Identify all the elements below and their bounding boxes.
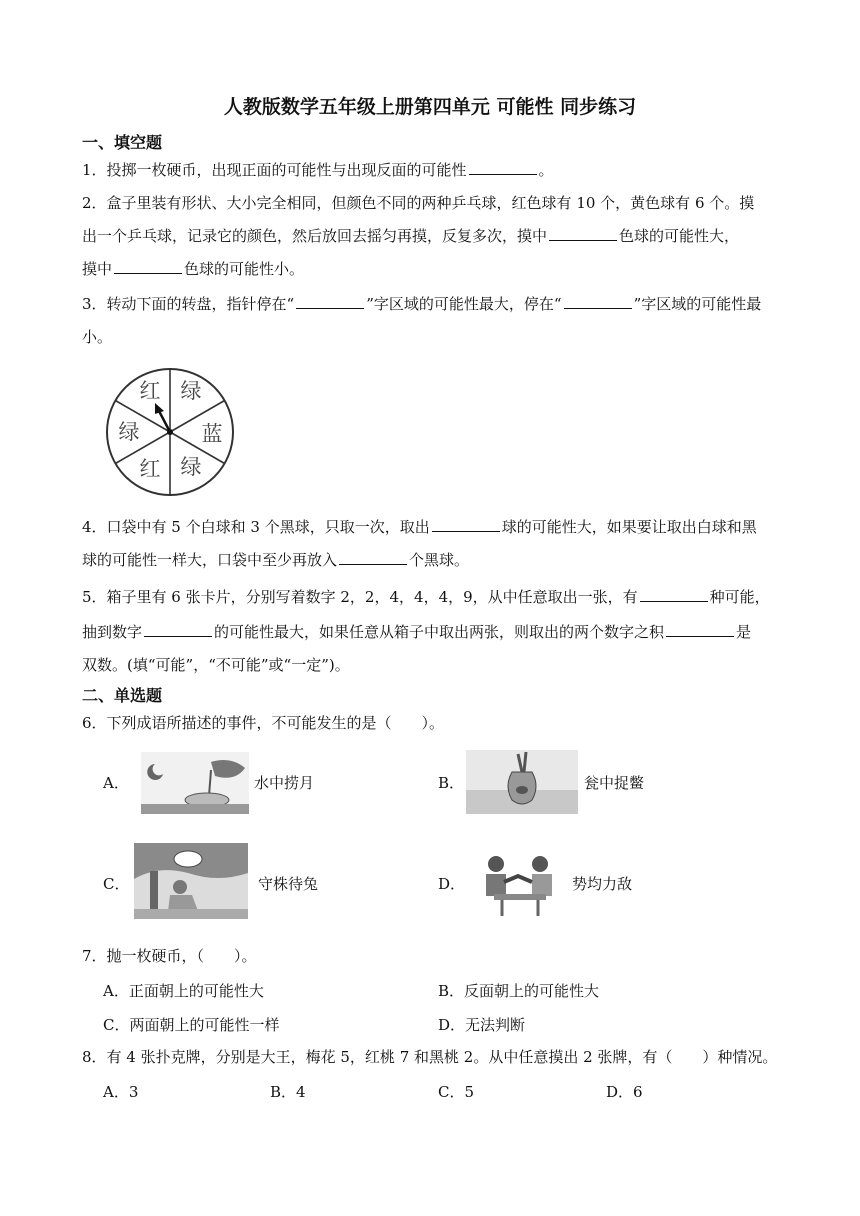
option-letter: C． [438,1083,465,1101]
answer-blank[interactable] [666,622,734,637]
option-text: 无法判断 [465,1016,526,1034]
answer-blank[interactable] [640,587,708,602]
question-7-stem: 7．抛一枚硬币，（ ）。 [82,947,257,965]
q2-text: 色球的可能性小。 [184,260,305,278]
q5-text: 是 [736,623,752,641]
q6-option-d[interactable] [438,873,465,894]
option-letter: C． [103,1016,130,1034]
option-text: 6 [633,1083,643,1101]
q6-option-b[interactable] [438,772,464,793]
option-text: 5 [464,1083,475,1101]
sector-label: 绿 [118,420,140,444]
jar-turtle-illustration [466,750,578,814]
q8-option-b[interactable] [270,1081,306,1102]
q3-text: ”字区域的可能性最 [633,295,762,313]
question-3-line-1 [82,294,761,314]
q8-option-d[interactable] [606,1081,643,1102]
option-text: 正面朝上的可能性大 [128,982,264,1000]
sector-label: 红 [139,457,161,481]
section-choice-heading: 二、单选题 [82,686,163,705]
q8-option-c[interactable] [438,1081,474,1102]
q6-option-c-text: 守株待兔 [258,875,319,893]
q3-text: 3．转动下面的转盘，指针停在“ [82,295,295,313]
sector-label: 绿 [180,455,202,479]
option-text: 3 [128,1083,139,1101]
q2-text: 摸中 [82,260,113,278]
question-5-line-1 [82,587,770,607]
answer-blank[interactable] [144,622,212,637]
option-letter: A． [103,982,129,1000]
option-text: 两面朝上的可能性一样 [129,1016,280,1034]
question-1 [82,160,554,180]
q6-option-b-text: 瓮中捉鳖 [584,774,645,792]
q7-option-d[interactable] [438,1014,525,1035]
q4-text: 球的可能性一样大，口袋中至少再放入 [82,551,338,569]
question-2-line-2 [82,226,739,246]
q5-text: 5．箱子里有 6 张卡片，分别写着数字 2，2，4，4，4，9，从中任意取出一张，有 [82,588,638,606]
q5-text: 种可能， [709,588,770,606]
q6-option-c[interactable] [103,873,129,894]
sector-label: 红 [139,379,161,403]
option-letter: D． [438,875,466,893]
answer-blank[interactable] [339,550,407,565]
option-letter: B． [438,982,465,1000]
answer-blank[interactable] [549,226,617,241]
sector-label: 蓝 [201,422,223,446]
tree-rabbit-illustration [134,843,248,919]
q6-option-a-text: 水中捞月 [254,774,315,792]
q8-option-a[interactable] [103,1081,138,1102]
q4-text: 个黑球。 [409,551,470,569]
sector-label: 绿 [180,379,202,403]
question-3-line-2: 小。 [82,328,113,346]
question-6-stem: 6．下列成语所描述的事件，不可能发生的是（ ）。 [82,714,445,732]
tree-trunk-icon [150,871,158,911]
q7-option-b[interactable] [438,980,599,1001]
option-letter: D． [438,1016,466,1034]
question-2-line-3 [82,259,304,279]
option-text: 反面朝上的可能性大 [464,982,600,1000]
answer-blank[interactable] [469,160,537,175]
q7-option-a[interactable] [103,980,264,1001]
person-icon [532,856,548,872]
option-letter: A． [103,774,129,792]
question-5-line-3: 双数。(填“可能”，“不可能”或“一定”)。 [82,656,350,674]
spinner-diagram [104,366,236,498]
question-4-line-1 [82,517,757,537]
option-letter: B． [438,774,465,792]
q2-text: 色球的可能性大， [619,227,740,245]
option-letter: C． [103,875,130,893]
answer-blank[interactable] [564,294,632,309]
question-4-line-2 [82,550,469,570]
answer-blank[interactable] [296,294,364,309]
page-title: 人教版数学五年级上册第四单元 可能性 同步练习 [223,96,637,118]
option-letter: D． [606,1083,634,1101]
answer-blank[interactable] [114,259,182,274]
q2-text: 出一个乒乓球，记录它的颜色，然后放回去摇匀再摸，反复多次，摸中 [82,227,548,245]
q5-text: 的可能性最大，如果任意从箱子中取出两张，则取出的两个数字之积 [214,623,665,641]
arm-wrestling-illustration [474,850,566,916]
person-icon [488,856,504,872]
q6-option-a[interactable] [103,772,129,793]
q5-text: 抽到数字 [82,623,143,641]
question-2-line-1: 2．盒子里装有形状、大小完全相同，但颜色不同的两种乒乓球，红色球有 10 个，黄色球有 6 个。摸 [82,194,755,212]
q7-option-c[interactable] [103,1014,280,1035]
q6-option-d-text: 势均力敌 [572,875,633,893]
q1-text: 1．投掷一枚硬币，出现正面的可能性与出现反面的可能性 [82,161,467,179]
option-letter: B． [270,1083,297,1101]
q1-text-end: 。 [538,161,554,179]
q4-text: 4．口袋中有 5 个白球和 3 个黑球，只取一次，取出 [82,518,430,536]
moon-water-illustration [141,752,249,814]
question-5-line-2 [82,622,751,642]
option-letter: A． [103,1083,129,1101]
q4-text: 球的可能性大，如果要让取出白球和黑 [501,518,757,536]
q3-text: ”字区域的可能性最大，停在“ [366,295,562,313]
answer-blank[interactable] [432,517,500,532]
option-text: 4 [296,1083,306,1101]
question-8-stem: 8．有 4 张扑克牌，分别是大王，梅花 5，红桃 7 和黑桃 2。从中任意摸出 2 张牌，有（ ）种情况。 [82,1048,778,1066]
section-fill-heading: 一、填空题 [82,133,163,152]
